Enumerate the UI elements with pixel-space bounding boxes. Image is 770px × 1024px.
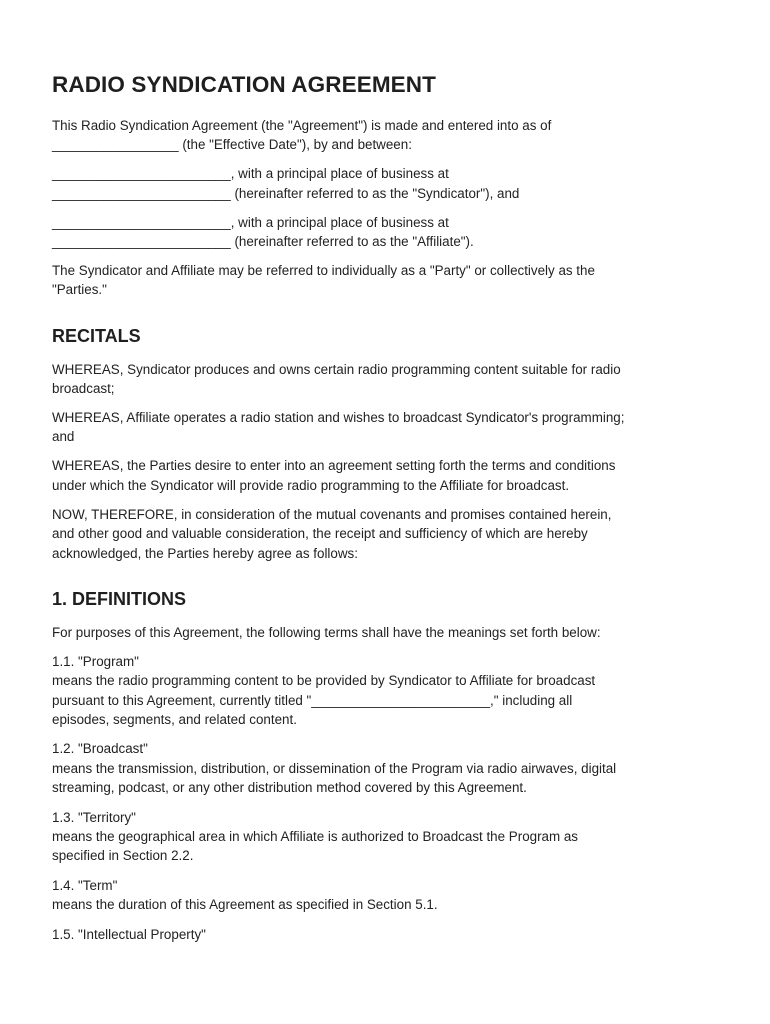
definition-term: 1.3. "Territory" xyxy=(52,809,136,825)
intro-paragraph xyxy=(52,116,724,155)
party-line: ________________________, with a principal place of business at xyxy=(52,166,449,182)
definition-term: 1.4. "Term" xyxy=(52,877,118,893)
definition-line: episodes, segments, and related content. xyxy=(52,712,297,728)
definition-item xyxy=(52,876,724,915)
definition-item xyxy=(52,652,724,730)
recital-line: WHEREAS, the Parties desire to enter into an agreement setting forth the terms and conditions xyxy=(52,458,616,474)
document-page xyxy=(52,70,724,954)
recital-line: and other good and valuable consideration, the receipt and sufficiency of which are hereby xyxy=(52,526,588,542)
recital-paragraph xyxy=(52,408,724,447)
definitions-heading: 1. DEFINITIONS xyxy=(52,588,187,609)
recital-line: NOW, THEREFORE, in consideration of the mutual covenants and promises contained herein, xyxy=(52,506,612,522)
definition-line: pursuant to this Agreement, currently titled "________________________," including all xyxy=(52,692,573,708)
party-line: ________________________, with a principal place of business at xyxy=(52,214,449,230)
document-title: RADIO SYNDICATION AGREEMENT xyxy=(52,72,436,97)
party-line: ________________________ (hereinafter referred to as the "Syndicator"), and xyxy=(52,185,520,201)
recital-paragraph xyxy=(52,456,724,495)
definition-line: means the duration of this Agreement as specified in Section 5.1. xyxy=(52,897,438,913)
definition-line: means the radio programming content to be provided by Syndicator to Affiliate for broadcast xyxy=(52,673,596,689)
definitions-intro: For purposes of this Agreement, the following terms shall have the meanings set forth below: xyxy=(52,624,601,640)
definition-item xyxy=(52,739,724,797)
definition-item xyxy=(52,925,724,944)
intro-line: This Radio Syndication Agreement (the "Agreement") is made and entered into as of xyxy=(52,118,552,133)
recital-paragraph xyxy=(52,360,724,399)
definition-term: 1.2. "Broadcast" xyxy=(52,741,148,757)
recital-line: WHEREAS, Affiliate operates a radio station and wishes to broadcast Syndicator's programming; xyxy=(52,410,625,426)
recitals-heading: RECITALS xyxy=(52,325,141,346)
recital-line: broadcast; xyxy=(52,381,115,397)
definition-line: means the transmission, distribution, or dissemination of the Program via radio airwaves, digital xyxy=(52,760,617,776)
party-syndicator xyxy=(52,164,724,203)
parties-note xyxy=(52,261,724,300)
party-affiliate xyxy=(52,213,724,252)
recital-paragraph xyxy=(52,505,724,563)
definition-term: 1.5. "Intellectual Property" xyxy=(52,926,206,942)
recital-line: acknowledged, the Parties hereby agree as follows: xyxy=(52,545,358,561)
recital-line: WHEREAS, Syndicator produces and owns certain radio programming content suitable for radio xyxy=(52,361,621,377)
definition-term: 1.1. "Program" xyxy=(52,653,139,669)
intro-line: _________________ (the "Effective Date"), by and between: xyxy=(52,137,412,153)
definition-item xyxy=(52,808,724,866)
recital-line: and xyxy=(52,429,75,445)
definition-line: specified in Section 2.2. xyxy=(52,848,194,864)
definition-line: streaming, podcast, or any other distribution method covered by this Agreement. xyxy=(52,780,527,796)
definition-line: means the geographical area in which Affiliate is authorized to Broadcast the Program as xyxy=(52,829,579,845)
recital-line: under which the Syndicator will provide radio programming to the Affiliate for broadcast. xyxy=(52,477,570,493)
parties-note-line: "Parties." xyxy=(52,282,107,298)
party-line: ________________________ (hereinafter referred to as the "Affiliate"). xyxy=(52,234,474,250)
parties-note-line: The Syndicator and Affiliate may be referred to individually as a "Party" or collectively as the xyxy=(52,262,595,278)
